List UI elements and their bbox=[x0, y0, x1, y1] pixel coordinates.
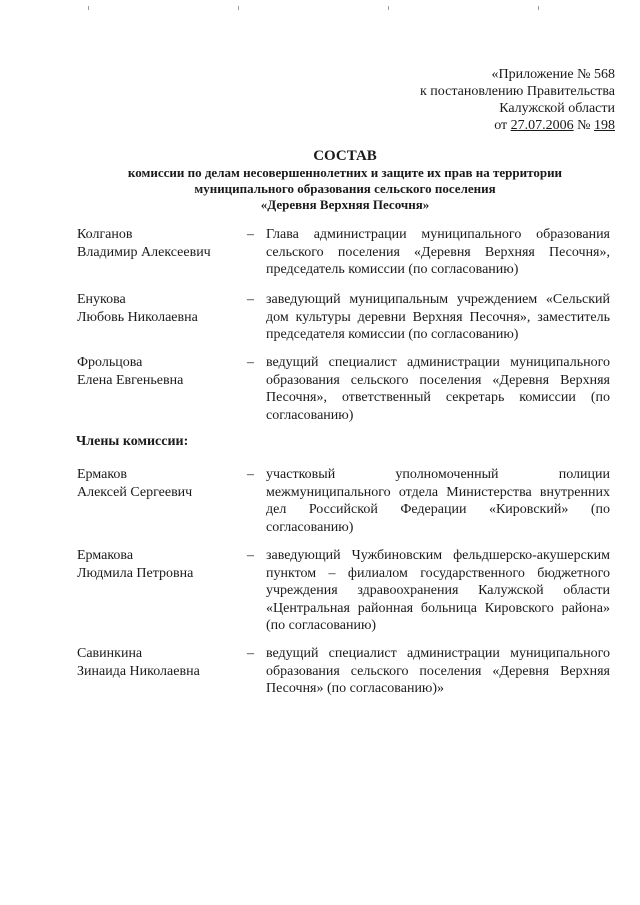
person-surname: Колганов bbox=[77, 227, 133, 242]
scan-mark bbox=[388, 6, 389, 10]
person-name bbox=[77, 354, 247, 390]
person-role: ведущий специалист администрации муниципального образования сельского поселения «Деревня Верхняя Песочня» (по согласованию)» bbox=[266, 646, 610, 696]
document-title bbox=[0, 147, 640, 213]
appendix-line-4 bbox=[420, 117, 615, 134]
appendix-number: 198 bbox=[594, 118, 615, 133]
entry-dash: – bbox=[247, 355, 254, 370]
appendix-reference bbox=[420, 66, 615, 134]
person-surname: Ермаков bbox=[77, 467, 128, 482]
appendix-date: 27.07.2006 bbox=[510, 118, 574, 133]
appendix-number-sign: № bbox=[573, 118, 594, 133]
entry-dash: – bbox=[247, 292, 254, 307]
person-name bbox=[77, 291, 247, 327]
person-role: Глава администрации муниципального образования сельского поселения «Деревня Верхняя Песочня», председатель комиссии (по согласованию) bbox=[266, 227, 610, 277]
person-given-names: Алексей Сергеевич bbox=[77, 485, 193, 500]
person-given-names: Людмила Петровна bbox=[77, 566, 194, 581]
appendix-line-3: Калужской области bbox=[499, 101, 615, 116]
appendix-date-prefix: от bbox=[494, 118, 511, 133]
person-name bbox=[77, 547, 247, 583]
scan-mark bbox=[538, 6, 539, 10]
person-name bbox=[77, 466, 247, 502]
title-line-3: «Деревня Верхняя Песочня» bbox=[260, 197, 430, 212]
person-given-names: Владимир Алексеевич bbox=[77, 245, 211, 260]
entry-dash: – bbox=[247, 467, 254, 482]
person-role: участковый уполномоченный полиции межмуниципального отдела Министерства внутренних дел Российской Федерации «Кировский» (по согласованию) bbox=[266, 467, 610, 535]
scan-mark bbox=[238, 6, 239, 10]
person-name bbox=[77, 226, 247, 262]
title-heading: СОСТАВ bbox=[313, 148, 377, 164]
person-name bbox=[77, 645, 247, 681]
person-surname: Ермакова bbox=[77, 548, 134, 563]
person-given-names: Елена Евгеньевна bbox=[77, 373, 184, 388]
entry-dash: – bbox=[247, 548, 254, 563]
entry-dash: – bbox=[247, 646, 254, 661]
appendix-line-2: к постановлению Правительства bbox=[419, 84, 615, 99]
person-surname: Савинкина bbox=[77, 646, 143, 661]
title-line-2: муниципального образования сельского поселения bbox=[194, 181, 496, 196]
person-surname: Фрольцова bbox=[77, 355, 143, 370]
person-role: заведующий Чужбиновским фельдшерско-акушерским пунктом – филиалом государственного бюджетного учреждения здравоохранения Калужской области «Центральная районная больница Кировского района» (по согласованию) bbox=[266, 548, 610, 633]
person-given-names: Любовь Николаевна bbox=[77, 310, 198, 325]
entry-dash: – bbox=[247, 227, 254, 242]
person-role: заведующий муниципальным учреждением «Сельский дом культуры деревни Верхняя Песочня», заместитель председателя комиссии (по согласованию) bbox=[266, 292, 610, 342]
members-heading: Члены комиссии: bbox=[76, 434, 189, 449]
person-surname: Енукова bbox=[77, 292, 126, 307]
person-given-names: Зинаида Николаевна bbox=[77, 664, 200, 679]
person-role: ведущий специалист администрации муниципального образования сельского поселения «Деревня Верхняя Песочня», ответственный секретарь комиссии (по согласованию) bbox=[266, 355, 610, 423]
appendix-line-1: «Приложение № 568 bbox=[491, 67, 615, 82]
title-line-1: комиссии по делам несовершеннолетних и защите их прав на территории bbox=[127, 165, 563, 180]
scan-mark bbox=[88, 6, 89, 10]
